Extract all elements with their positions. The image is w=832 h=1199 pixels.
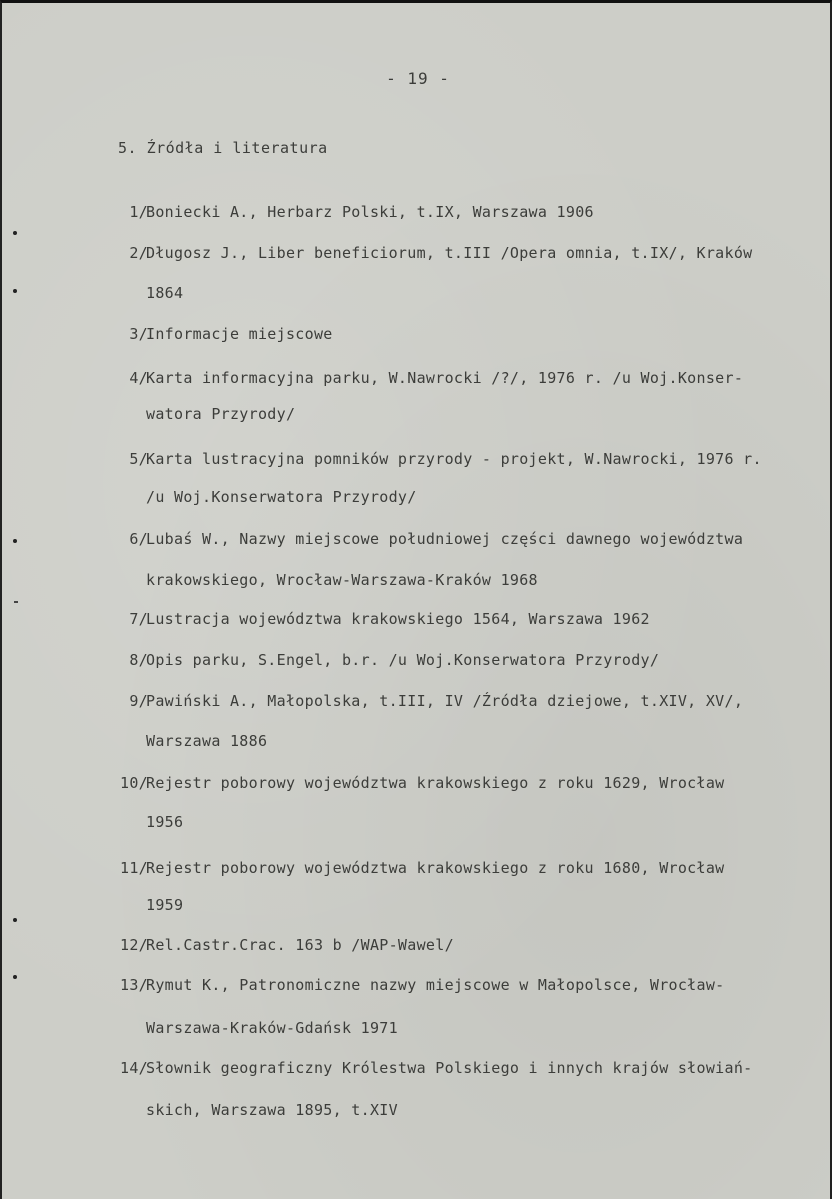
entry-number: 2/ xyxy=(129,244,148,262)
margin-dot xyxy=(13,975,17,979)
margin-dot xyxy=(13,918,17,922)
margin-dot xyxy=(13,289,17,293)
entry-continuation: krakowskiego, Wrocław-Warszawa-Kraków 1968 xyxy=(146,571,538,589)
entry-text: Rejestr poborowy województwa krakowskiego z roku 1629, Wrocław xyxy=(146,774,725,792)
entry-number: 10/ xyxy=(120,774,148,792)
entry-continuation: skich, Warszawa 1895, t.XIV xyxy=(146,1101,398,1119)
entry-continuation: /u Woj.Konserwatora Przyrody/ xyxy=(146,488,417,506)
entry-continuation: Warszawa 1886 xyxy=(146,732,268,750)
page-number: - 19 - xyxy=(386,69,450,88)
entry-number: 4/ xyxy=(129,369,148,387)
entry-continuation: 1959 xyxy=(146,896,184,914)
entry-continuation: watora Przyrody/ xyxy=(146,405,296,423)
entry-number: 11/ xyxy=(120,859,148,877)
section-heading: 5. Źródła i literatura xyxy=(118,139,328,157)
entry-text: Pawiński A., Małopolska, t.III, IV /Źródła dziejowe, t.XIV, XV/, xyxy=(146,692,744,710)
entry-text: Lubaś W., Nazwy miejscowe południowej części dawnego województwa xyxy=(146,530,744,548)
margin-dot xyxy=(13,231,17,235)
entry-text: Opis parku, S.Engel, b.r. /u Woj.Konserwatora Przyrody/ xyxy=(146,651,660,669)
margin-mark xyxy=(14,601,18,603)
entry-text: Rel.Castr.Crac. 163 b /WAP-Wawel/ xyxy=(146,936,454,954)
entry-number: 12/ xyxy=(120,936,148,954)
entry-continuation: Warszawa-Kraków-Gdańsk 1971 xyxy=(146,1019,398,1037)
entry-text: Karta informacyjna parku, W.Nawrocki /?/, 1976 r. /u Woj.Konser- xyxy=(146,369,744,387)
entry-text: Rejestr poborowy województwa krakowskiego z roku 1680, Wrocław xyxy=(146,859,725,877)
entry-number: 3/ xyxy=(129,325,148,343)
entry-number: 7/ xyxy=(129,610,148,628)
entry-number: 13/ xyxy=(120,976,148,994)
entry-number: 9/ xyxy=(129,692,148,710)
entry-number: 5/ xyxy=(129,450,148,468)
margin-dot xyxy=(13,539,17,543)
entry-text: Długosz J., Liber beneficiorum, t.III /Opera omnia, t.IX/, Kraków xyxy=(146,244,753,262)
entry-continuation: 1864 xyxy=(146,284,184,302)
entry-text: Lustracja województwa krakowskiego 1564, Warszawa 1962 xyxy=(146,610,650,628)
entry-text: Słownik geograficzny Królestwa Polskiego i innych krajów słowiań- xyxy=(146,1059,753,1077)
entry-text: Boniecki A., Herbarz Polski, t.IX, Warszawa 1906 xyxy=(146,203,594,221)
entry-number: 6/ xyxy=(129,530,148,548)
entry-text: Informacje miejscowe xyxy=(146,325,333,343)
entry-number: 1/ xyxy=(129,203,148,221)
entry-number: 14/ xyxy=(120,1059,148,1077)
entry-number: 8/ xyxy=(129,651,148,669)
entry-continuation: 1956 xyxy=(146,813,184,831)
entry-text: Rymut K., Patronomiczne nazwy miejscowe w Małopolsce, Wrocław- xyxy=(146,976,725,994)
entry-text: Karta lustracyjna pomników przyrody - projekt, W.Nawrocki, 1976 r. xyxy=(146,450,762,468)
